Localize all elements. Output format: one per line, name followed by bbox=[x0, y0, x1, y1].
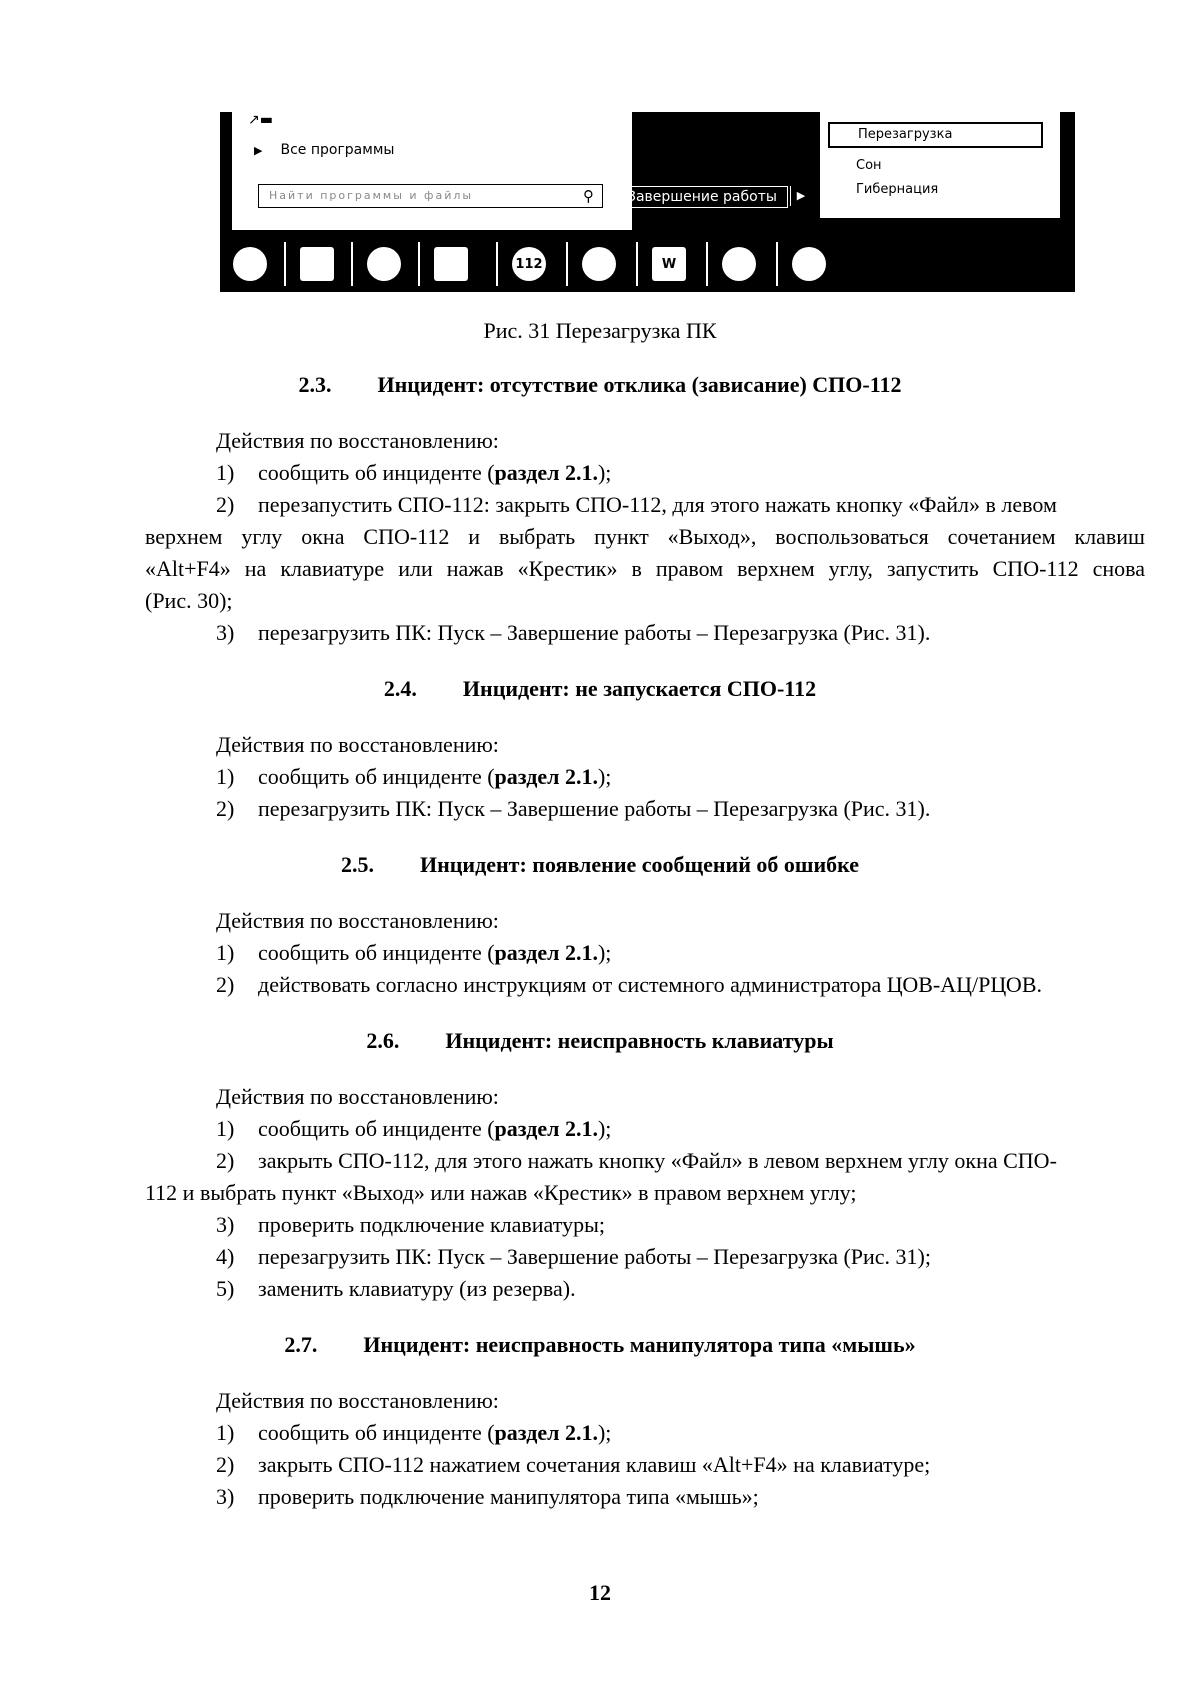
paragraph: Действия по восстановлению: bbox=[216, 908, 499, 933]
section-reference: раздел 2.1. bbox=[494, 1116, 598, 1141]
page-number: 12 bbox=[589, 1580, 611, 1605]
taskbar bbox=[220, 238, 1075, 288]
search-icon: ⚲ bbox=[583, 187, 594, 205]
section-heading-2-6 bbox=[0, 1028, 1200, 1054]
list-item: 1) сообщить об инциденте (раздел 2.1.); bbox=[216, 764, 612, 789]
word-letter: W bbox=[652, 247, 686, 281]
menu-item-restart[interactable]: Перезагрузка bbox=[828, 122, 1043, 148]
section-title: Инцидент: неисправность клавиатуры bbox=[445, 1028, 834, 1053]
figure-caption: Рис. 31 Перезагрузка ПК bbox=[483, 318, 717, 343]
media-icon[interactable] bbox=[776, 242, 840, 286]
section-number: 2.6. bbox=[366, 1028, 400, 1053]
section-heading-2-3 bbox=[0, 372, 1200, 398]
section-reference: раздел 2.1. bbox=[494, 460, 598, 485]
shutdown-submenu bbox=[820, 112, 1060, 218]
section-reference: раздел 2.1. bbox=[494, 764, 598, 789]
paragraph: Действия по восстановлению: bbox=[216, 1388, 499, 1413]
section-reference: раздел 2.1. bbox=[494, 1420, 598, 1445]
list-item: 1) сообщить об инциденте (раздел 2.1.); bbox=[216, 1116, 612, 1141]
skype-icon[interactable] bbox=[351, 242, 415, 286]
list-item: 3) перезагрузить ПК: Пуск – Завершение работы – Перезагрузка (Рис. 31). bbox=[216, 620, 931, 645]
section-number: 2.4. bbox=[383, 676, 417, 701]
list-item-continuation: 112 и выбрать пункт «Выход» или нажав «Крестик» в правом верхнем углу; bbox=[145, 1180, 857, 1205]
all-programs-label: Все программы bbox=[280, 142, 395, 158]
list-item: 2) закрыть СПО-112 нажатием сочетания клавиш «Alt+F4» на клавиатуре; bbox=[216, 1452, 931, 1477]
section-number: 2.3. bbox=[298, 372, 332, 397]
paragraph: Действия по восстановлению: bbox=[216, 732, 499, 757]
list-item-continuation: (Рис. 30); bbox=[145, 588, 233, 613]
section-title: Инцидент: отсутствие отклика (зависание) СПО-112 bbox=[377, 372, 902, 397]
files-icon[interactable] bbox=[418, 242, 482, 286]
section-heading-2-4 bbox=[0, 676, 1200, 702]
section-title: Инцидент: неисправность манипулятора типа «мышь» bbox=[363, 1332, 916, 1357]
list-item: 3) проверить подключение манипулятора типа «мышь»; bbox=[216, 1484, 759, 1509]
list-item: 1) сообщить об инциденте (раздел 2.1.); bbox=[216, 460, 612, 485]
section-title: Инцидент: не запускается СПО-112 bbox=[462, 676, 817, 701]
start-menu-screenshot bbox=[220, 112, 1075, 292]
shutdown-button[interactable]: Завершение работы bbox=[622, 186, 788, 208]
list-item: 1) сообщить об инциденте (раздел 2.1.); bbox=[216, 1420, 612, 1445]
section-title: Инцидент: появление сообщений об ошибке bbox=[419, 852, 860, 877]
menu-item-sleep[interactable]: Сон bbox=[856, 158, 882, 173]
folder-icon[interactable] bbox=[284, 242, 348, 286]
list-item: 5) заменить клавиатуру (из резерва). bbox=[216, 1276, 576, 1301]
paragraph: Действия по восстановлению: bbox=[216, 1084, 499, 1109]
menu-item-hibernate[interactable]: Гибернация bbox=[856, 182, 939, 197]
list-item: 4) перезагрузить ПК: Пуск – Завершение работы – Перезагрузка (Рис. 31); bbox=[216, 1244, 931, 1269]
list-item-continuation: «Alt+F4» на клавиатуре или нажав «Крестик» в правом верхнем углу, запустить СПО-112 снова bbox=[145, 556, 1145, 581]
word-icon[interactable] bbox=[636, 242, 700, 286]
spo112-icon[interactable] bbox=[496, 242, 560, 286]
section-number: 2.5. bbox=[340, 852, 374, 877]
all-programs-item[interactable] bbox=[254, 142, 394, 158]
triangle-right-icon: ▶ bbox=[254, 144, 263, 157]
corner-arrow-icon: ↗▬ bbox=[248, 112, 273, 128]
list-item: 2) перезагрузить ПК: Пуск – Завершение работы – Перезагрузка (Рис. 31). bbox=[216, 796, 931, 821]
list-item: 2) действовать согласно инструкциям от системного администратора ЦОВ-АЦ/РЦОВ. bbox=[216, 972, 1042, 997]
shutdown-arrow-icon[interactable]: ▶ bbox=[790, 186, 811, 206]
start-menu-left-pane bbox=[232, 112, 632, 230]
list-item: 1) сообщить об инциденте (раздел 2.1.); bbox=[216, 940, 612, 965]
section-number: 2.7. bbox=[284, 1332, 318, 1357]
chat-icon[interactable] bbox=[706, 242, 770, 286]
spo112-badge: 112 bbox=[512, 247, 546, 281]
browser-icon[interactable] bbox=[566, 242, 630, 286]
section-reference: раздел 2.1. bbox=[494, 940, 598, 965]
search-placeholder: Найти программы и файлы bbox=[269, 189, 474, 202]
paragraph: Действия по восстановлению: bbox=[216, 428, 499, 453]
list-item-continuation: верхнем углу окна СПО-112 и выбрать пункт «Выход», воспользоваться сочетанием клавиш bbox=[145, 524, 1145, 549]
list-item: 2) перезапустить СПО-112: закрыть СПО-112, для этого нажать кнопку «Файл» в левом bbox=[216, 492, 1057, 517]
start-orb-icon[interactable] bbox=[220, 242, 282, 286]
search-input[interactable] bbox=[258, 184, 603, 208]
list-item: 3) проверить подключение клавиатуры; bbox=[216, 1212, 605, 1237]
section-heading-2-7 bbox=[0, 1332, 1200, 1358]
list-item: 2) закрыть СПО-112, для этого нажать кнопку «Файл» в левом верхнем углу окна СПО- bbox=[216, 1148, 1057, 1173]
section-heading-2-5 bbox=[0, 852, 1200, 878]
